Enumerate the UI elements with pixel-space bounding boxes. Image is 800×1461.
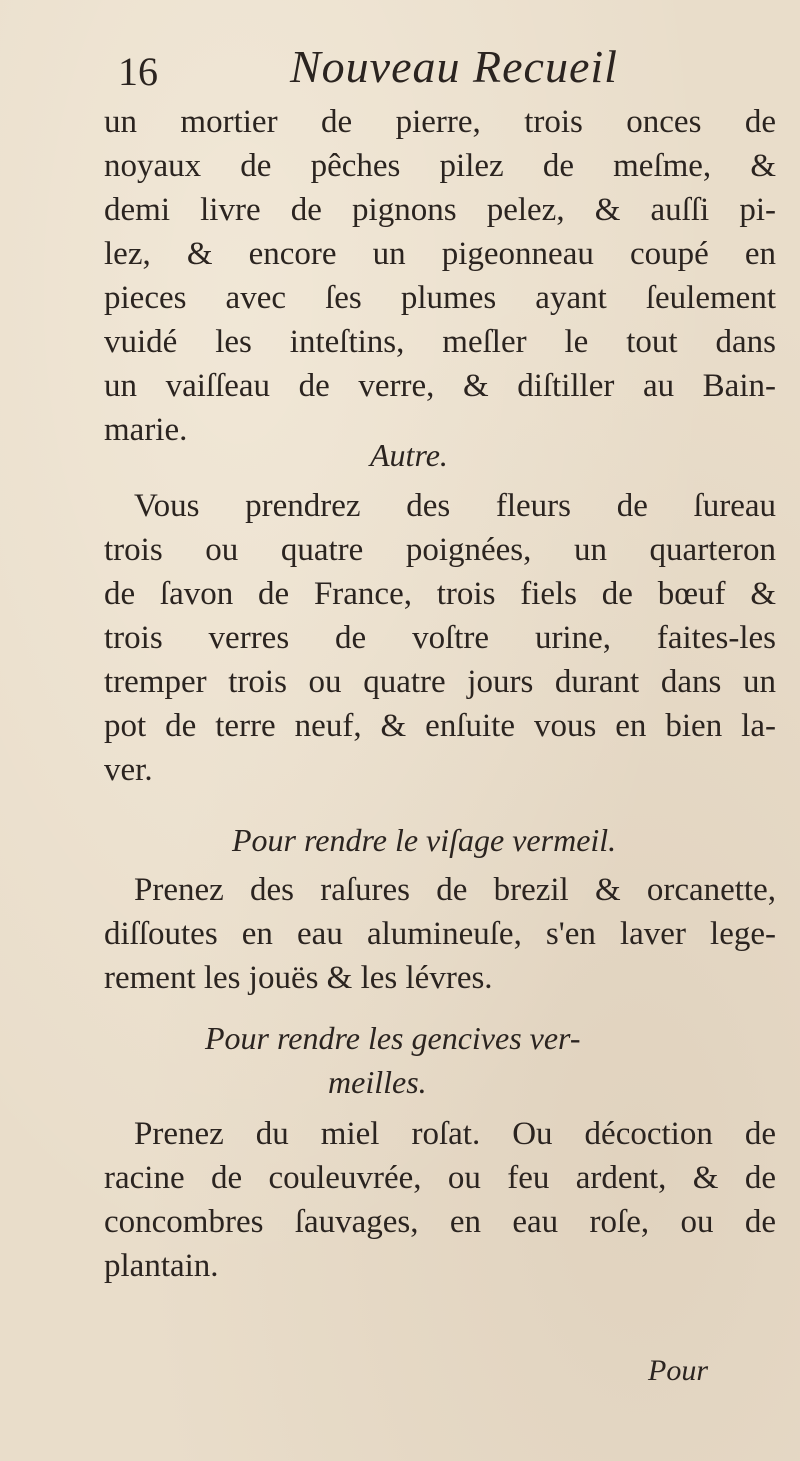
text-line: lez, & encore un pigeonneau coupé en <box>104 236 776 272</box>
text-line: un vaiſſeau de verre, & diſtiller au Bain- <box>104 368 776 404</box>
text-line: rement les jouës & les lévres. <box>104 960 493 996</box>
paragraph-gencives <box>104 1112 776 1288</box>
text-line: plantain. <box>104 1248 219 1284</box>
text-line: trois ou quatre poignées, un quarteron <box>104 532 776 568</box>
text-line: pieces avec ſes plumes ayant ſeulement <box>104 280 776 316</box>
text-line: demi livre de pignons pelez, & auſſi pi- <box>104 192 776 228</box>
catchword: Pour <box>648 1354 708 1387</box>
text-line: tremper trois ou quatre jours durant dans un <box>104 664 776 700</box>
text-line: de ſavon de France, trois fiels de bœuf & <box>104 576 776 612</box>
text-line: Vous prendrez des fleurs de ſureau <box>134 488 776 524</box>
text-line: noyaux de pêches pilez de meſme, & <box>104 148 776 184</box>
page-number: 16 <box>118 49 158 94</box>
text-line: trois verres de voſtre urine, faites-les <box>104 620 776 656</box>
section-heading-visage: Pour rendre le viſage vermeil. <box>232 822 617 858</box>
text-line: Prenez du miel roſat. Ou décoction de <box>134 1116 776 1152</box>
running-title: Nouveau Recueil <box>290 41 618 92</box>
section-heading-gencives: Pour rendre les gencives ver- <box>205 1020 581 1056</box>
text-line: ver. <box>104 752 153 788</box>
section-heading-autre: Autre. <box>370 437 448 473</box>
text-line: pot de terre neuf, & enſuite vous en bien la- <box>104 708 776 744</box>
text-line: vuidé les inteſtins, meſler le tout dans <box>104 324 776 360</box>
text-line: concombres ſauvages, en eau roſe, ou de <box>104 1204 776 1240</box>
page-header <box>110 40 710 100</box>
section-heading-gencives-cont: meilles. <box>328 1064 427 1100</box>
text-line: un mortier de pierre, trois onces de <box>104 104 776 140</box>
text-line: Prenez des raſures de brezil & orcanette, <box>134 872 776 908</box>
paragraph-continuation <box>104 100 776 452</box>
text-line: diſſoutes en eau alumineuſe, s'en laver lege- <box>104 916 776 952</box>
text-line: marie. <box>104 412 188 448</box>
text-line: racine de couleuvrée, ou feu ardent, & de <box>104 1160 776 1196</box>
paragraph-autre <box>104 484 776 792</box>
paragraph-visage <box>104 868 776 1000</box>
